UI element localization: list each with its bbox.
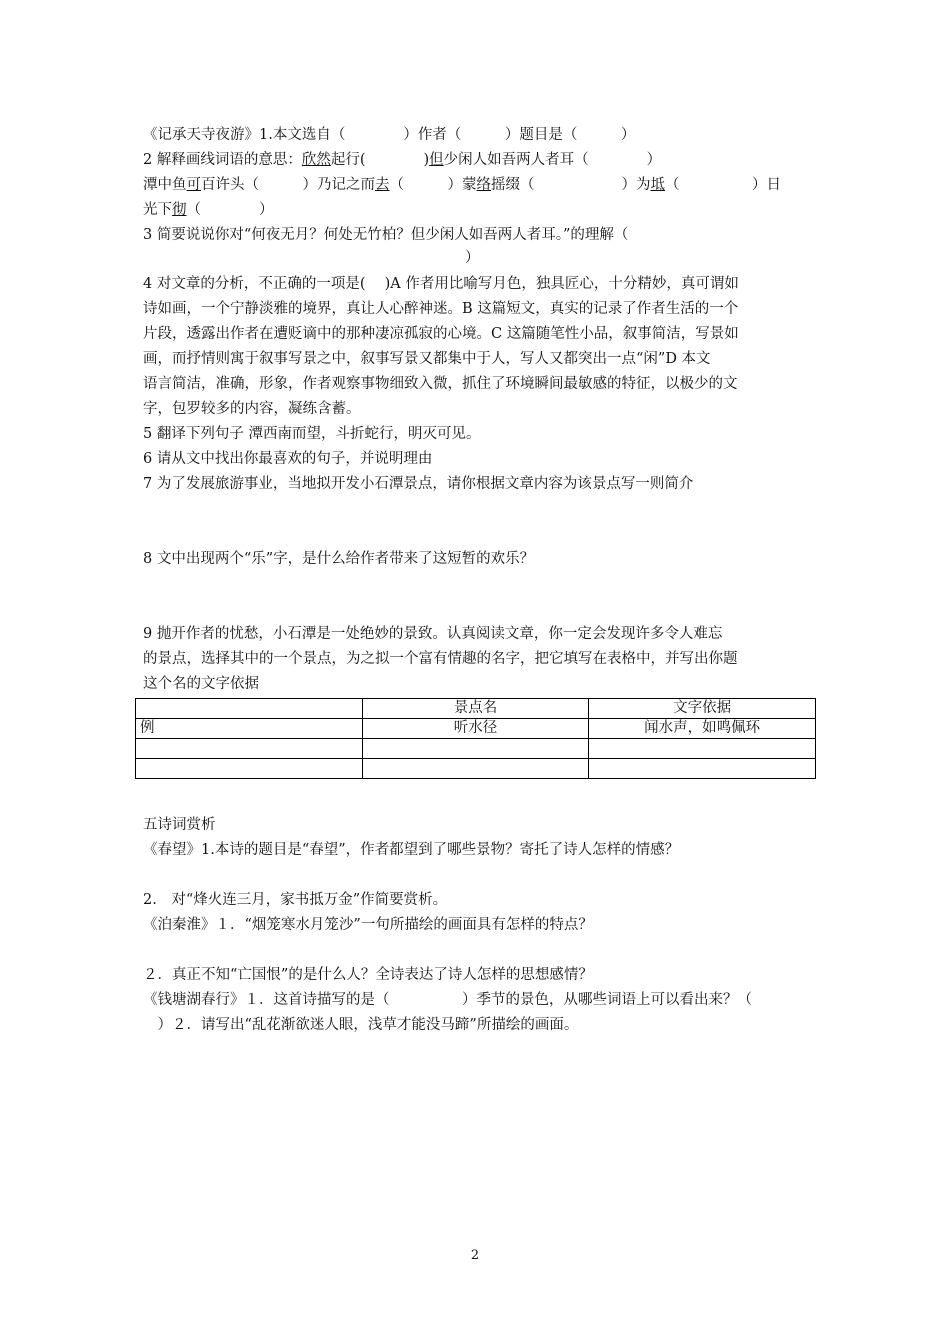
underlined-word: 但 (429, 152, 444, 168)
section-title: 五诗词赏析 (143, 817, 216, 833)
q8-line: 8 文中出现两个“乐”字，是什么给作者带来了这短暂的欢乐？ (143, 551, 535, 567)
qiantanghu-q2: ）２．请写出“乱花渐欲迷人眼，浅草才能没马蹄”所描绘的画面。 (143, 1017, 579, 1033)
q2-text: （ ） (186, 202, 274, 218)
q3-line-2: ） (465, 250, 480, 266)
chunwang-q1: 《春望》1.本诗的题目是“春望”，作者都望到了哪些景物？寄托了诗人怎样的情感？ (143, 842, 680, 858)
table-cell (136, 739, 363, 759)
underlined-word: 可 (186, 177, 201, 193)
table-header-cell: 文字依据 (589, 699, 816, 719)
q2-line-3 (143, 198, 815, 223)
table-row (136, 759, 816, 779)
table-header-row (136, 699, 816, 719)
table-cell: 听水径 (362, 719, 589, 739)
q4-line-1: 4 对文章的分析，不正确的一项是( )A 作者用比喻写月色，独具匠心，十分精妙，真可谓如 (143, 276, 739, 292)
q9-line-1: 9 抛开作者的忧愁，小石潭是一处绝妙的景致。认真阅读文章，你一定会发现许多令人难忘 (143, 626, 723, 642)
q2-text: 百许头（ ）乃记之而 (201, 177, 375, 193)
q2-text: 光下 (143, 202, 172, 218)
underlined-word: 坻 (650, 177, 665, 193)
scenic-spot-table (135, 698, 816, 779)
q4-line-4: 画，而抒情则寓于叙事写景之中，叙事写景又都集中于人，写人又都突出一点“闲”D 本文 (143, 351, 711, 367)
q6-line: 6 请从文中找出你最喜欢的句子，并说明理由 (143, 451, 433, 467)
table-cell: 闻水声，如鸣佩环 (589, 719, 816, 739)
q2-text: 摇缀（ ）为 (491, 177, 651, 193)
page-number: 2 (470, 1248, 480, 1263)
q4-line-6: 字，包罗较多的内容，凝练含蓄。 (143, 401, 361, 417)
q2-line-1 (143, 148, 815, 173)
q9-line-3: 这个名的文字依据 (143, 676, 259, 692)
q4-line-2: 诗如画，一个宁静淡雅的境界，真让人心醉神迷。B 这篇短文，真实的记录了作者生活的一个 (143, 301, 739, 317)
underlined-word: 彻 (172, 202, 187, 218)
table-header-cell (136, 699, 363, 719)
q2-text: 少闲人如吾两人者耳（ ） (443, 152, 662, 168)
qiantanghu-q1: 《钱塘湖春行》１．这首诗描写的是（ ）季节的景色，从哪些词语上可以看出来？（ (143, 992, 752, 1008)
q5-line: 5 翻译下列句子 潭西南而望，斗折蛇行，明灭可见。 (143, 426, 481, 442)
q2-text: 潭中鱼 (143, 177, 187, 193)
underlined-word: 去 (375, 177, 390, 193)
q2-text: （ ）蒙 (389, 177, 477, 193)
boqinhuai-q1: 《泊秦淮》１．“烟笼寒水月笼沙”一句所描绘的画面具有怎样的特点？ (143, 917, 593, 933)
underlined-word: 欣然 (301, 152, 331, 168)
table-cell (589, 739, 816, 759)
q4-line-3: 片段，透露出作者在遭贬谪中的那种凄凉孤寂的心境。C 这篇随笔性小品，叙事简洁，写景如 (143, 326, 739, 342)
table-cell (136, 759, 363, 779)
q7-line: 7 为了发展旅游事业，当地拟开发小石潭景点，请你根据文章内容为该景点写一则简介 (143, 476, 694, 492)
q4-line-5: 语言简洁，准确，形象，作者观察事物细致入微，抓住了环境瞬间最敏感的特征，以极少的文 (143, 376, 738, 392)
underlined-word: 络 (476, 177, 491, 193)
q2-line-2 (143, 173, 815, 198)
table-row (136, 739, 816, 759)
table-cell (362, 739, 589, 759)
table-cell: 例 (136, 719, 363, 739)
q3-line-1: 3 简要说说你对“何夜无月？何处无竹柏？但少闲人如吾两人者耳。”的理解（ (143, 227, 629, 243)
table-row (136, 719, 816, 739)
q9-line-2: 的景点，选择其中的一个景点，为之拟一个富有情趣的名字，把它填写在表格中，并写出你题 (143, 651, 738, 667)
q2-text: （ ）日 (665, 177, 781, 193)
q2-text: 2 解释画线词语的意思： (143, 152, 302, 168)
table-cell (589, 759, 816, 779)
q2-text: 起行( ) (330, 152, 430, 168)
q1-line: 《记承天寺夜游》1.本文选自（ ）作者（ ）题目是（ ） (143, 127, 636, 143)
table-cell (362, 759, 589, 779)
boqinhuai-q2: ２．真正不知“亡国恨”的是什么人？全诗表达了诗人怎样的思想感情？ (143, 967, 593, 983)
chunwang-q2: 2. 对“烽火连三月，家书抵万金”作简要赏析。 (143, 892, 448, 908)
table-header-cell: 景点名 (362, 699, 589, 719)
